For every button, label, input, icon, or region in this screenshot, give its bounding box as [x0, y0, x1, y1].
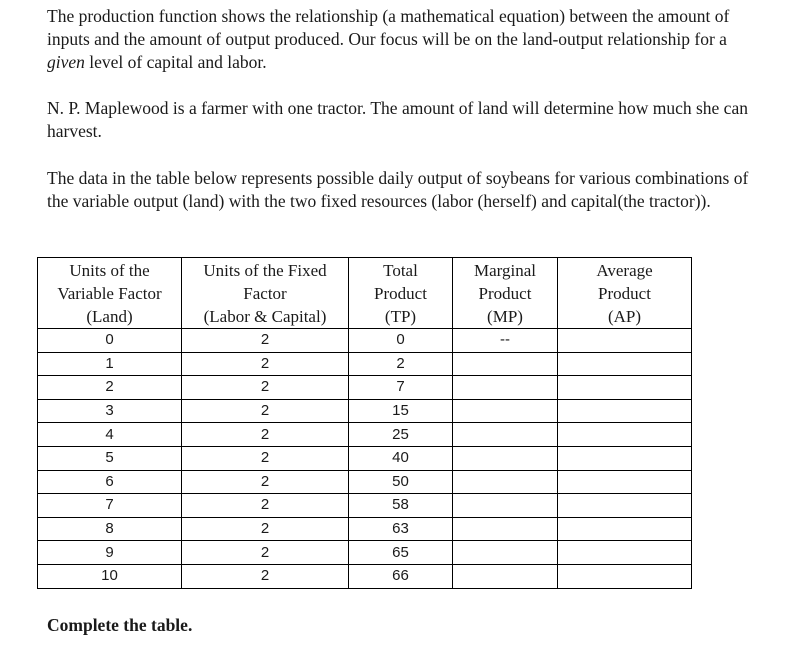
total-product-cell: 0	[349, 329, 453, 353]
table-description-paragraph: The data in the table below represents possible daily output of soybeans for various combinations of the variable output (land) with the two fixed resources (labor (herself) and capital(the tractor)).	[47, 168, 749, 211]
table-row	[38, 517, 692, 541]
fixed-factor-cell: 2	[182, 446, 349, 470]
land-cell: 1	[38, 352, 182, 376]
header-fixed-factor	[182, 258, 349, 329]
header-land-line1: Units of the	[69, 261, 150, 280]
average-product-cell[interactable]	[558, 376, 692, 400]
fixed-factor-cell: 2	[182, 329, 349, 353]
average-product-cell[interactable]	[558, 399, 692, 423]
marginal-product-cell[interactable]	[453, 470, 558, 494]
header-land-line3: (Land)	[86, 307, 133, 326]
total-product-cell: 25	[349, 423, 453, 447]
fixed-factor-cell: 2	[182, 564, 349, 588]
table-row	[38, 494, 692, 518]
average-product-cell[interactable]	[558, 494, 692, 518]
marginal-product-cell[interactable]	[453, 423, 558, 447]
header-fixed-line3: (Labor & Capital)	[203, 307, 327, 326]
total-product-cell: 66	[349, 564, 453, 588]
intro-text-end: level of capital and labor.	[84, 52, 267, 72]
header-total-product	[349, 258, 453, 329]
marginal-product-cell[interactable]: --	[453, 329, 558, 353]
header-land	[38, 258, 182, 329]
total-product-cell: 65	[349, 541, 453, 565]
header-land-line2: Variable Factor	[57, 284, 162, 303]
land-cell: 7	[38, 494, 182, 518]
fixed-factor-cell: 2	[182, 423, 349, 447]
average-product-cell[interactable]	[558, 564, 692, 588]
header-ap-line3: (AP)	[607, 307, 642, 326]
land-cell: 5	[38, 446, 182, 470]
fixed-factor-cell: 2	[182, 352, 349, 376]
table-row	[38, 376, 692, 400]
total-product-cell: 40	[349, 446, 453, 470]
table-row	[38, 541, 692, 565]
total-product-cell: 50	[349, 470, 453, 494]
average-product-cell[interactable]	[558, 446, 692, 470]
header-mp-line1: Marginal	[473, 261, 536, 280]
table-row	[38, 446, 692, 470]
marginal-product-cell[interactable]	[453, 541, 558, 565]
land-cell: 2	[38, 376, 182, 400]
fixed-factor-cell: 2	[182, 399, 349, 423]
header-tp-line3: (TP)	[384, 307, 417, 326]
header-ap-line2: Product	[598, 284, 651, 303]
fixed-factor-cell: 2	[182, 470, 349, 494]
production-table	[37, 257, 692, 589]
header-average-product	[558, 258, 692, 329]
average-product-cell[interactable]	[558, 541, 692, 565]
table-row	[38, 329, 692, 353]
average-product-cell[interactable]	[558, 329, 692, 353]
marginal-product-cell[interactable]	[453, 446, 558, 470]
total-product-cell: 7	[349, 376, 453, 400]
fixed-factor-cell: 2	[182, 517, 349, 541]
total-product-cell: 58	[349, 494, 453, 518]
header-tp-line1: Total	[383, 261, 418, 280]
intro-text-italic: given	[47, 52, 85, 72]
average-product-cell[interactable]	[558, 352, 692, 376]
marginal-product-cell[interactable]	[453, 376, 558, 400]
table-row	[38, 399, 692, 423]
total-product-cell: 63	[349, 517, 453, 541]
table-row	[38, 352, 692, 376]
header-mp-line3: (MP)	[487, 307, 523, 326]
land-cell: 10	[38, 564, 182, 588]
instruction-text: Complete the table.	[47, 615, 193, 635]
table-header-row	[38, 258, 692, 329]
intro-text-start: The production function shows the relationship (a mathematical equation) between the amount of inputs and the amount of output produced. Our focus will be on the land-output relationship for a	[47, 6, 730, 49]
farmer-paragraph: N. P. Maplewood is a farmer with one tractor. The amount of land will determine how much she can harvest.	[47, 98, 748, 141]
table-row	[38, 564, 692, 588]
header-marginal-product	[453, 258, 558, 329]
total-product-cell: 15	[349, 399, 453, 423]
header-fixed-line1: Units of the Fixed	[203, 261, 327, 280]
intro-paragraph	[47, 5, 767, 74]
land-cell: 6	[38, 470, 182, 494]
land-cell: 3	[38, 399, 182, 423]
table-row	[38, 470, 692, 494]
land-cell: 4	[38, 423, 182, 447]
land-cell: 9	[38, 541, 182, 565]
marginal-product-cell[interactable]	[453, 352, 558, 376]
fixed-factor-cell: 2	[182, 494, 349, 518]
average-product-cell[interactable]	[558, 517, 692, 541]
land-cell: 8	[38, 517, 182, 541]
header-ap-line1: Average	[596, 261, 653, 280]
table-row	[38, 423, 692, 447]
land-cell: 0	[38, 329, 182, 353]
fixed-factor-cell: 2	[182, 376, 349, 400]
header-fixed-line2: Factor	[243, 284, 287, 303]
fixed-factor-cell: 2	[182, 541, 349, 565]
marginal-product-cell[interactable]	[453, 517, 558, 541]
total-product-cell: 2	[349, 352, 453, 376]
header-mp-line2: Product	[478, 284, 532, 303]
average-product-cell[interactable]	[558, 423, 692, 447]
marginal-product-cell[interactable]	[453, 564, 558, 588]
average-product-cell[interactable]	[558, 470, 692, 494]
header-tp-line2: Product	[374, 284, 427, 303]
marginal-product-cell[interactable]	[453, 494, 558, 518]
marginal-product-cell[interactable]	[453, 399, 558, 423]
